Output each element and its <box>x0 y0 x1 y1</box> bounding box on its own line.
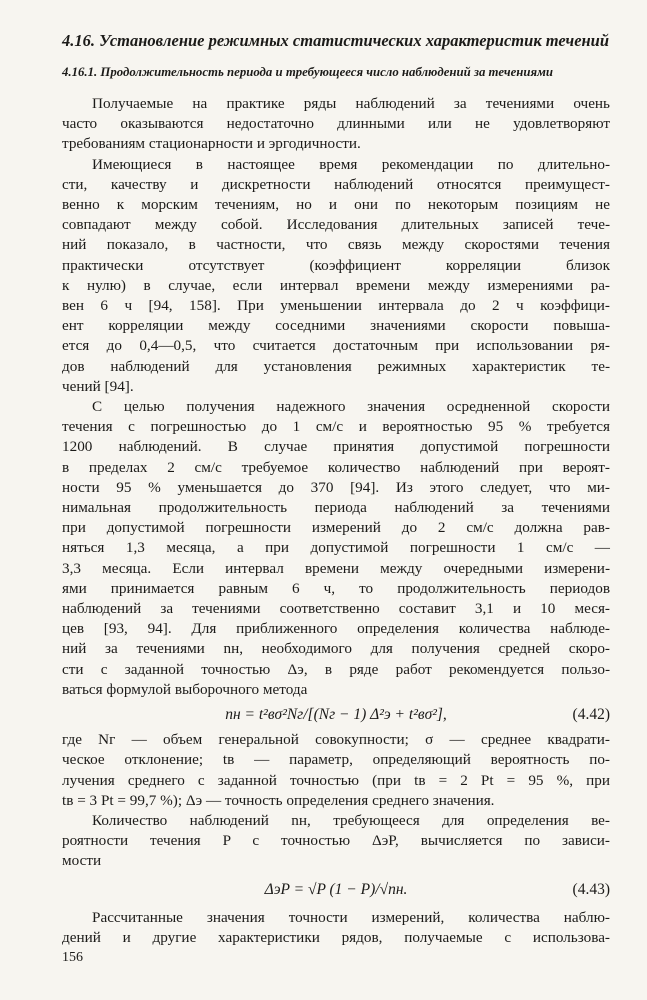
text-line: ями принимается равным 6 ч, то продолжительность периодов <box>62 579 610 597</box>
text-line: tв = 3 Pt = 99,7 %); Δэ — точность определения среднего значения. <box>62 791 495 809</box>
formula-expression: ΔэP = √P (1 − P)/√nн. <box>264 880 408 898</box>
page-content <box>62 30 610 948</box>
text-line: ется до 0,4—0,5, что считается достаточным при использовании ря- <box>62 337 610 355</box>
text-line: лучения среднего с заданной точностью (при tв = 2 Pt = 95 %, при <box>62 771 610 789</box>
formula-4-42 <box>62 700 610 730</box>
paragraph-2 <box>62 155 610 397</box>
text-line: няться 1,3 месяца, а при допустимой погрешности 1 см/с — <box>62 539 610 557</box>
text-line: чений [94]. <box>62 377 134 395</box>
text-line: роятности течения P с точностью ΔэP, вычисляется по зависи- <box>62 832 610 850</box>
paragraph-definitions <box>62 730 610 811</box>
text-line: венно к морским течениям, но и они по некоторым позициям не <box>62 196 610 214</box>
text-line: Рассчитанные значения точности измерений, количества наблю- <box>92 908 610 926</box>
paragraph-5 <box>62 908 610 948</box>
text-line: цев [93, 94]. Для приближенного определения количества наблюде- <box>62 620 610 638</box>
text-line: к нулю) в случае, если интервал времени между измерениями ра- <box>62 276 610 294</box>
text-line: при допустимой погрешности измерений до 2 см/с должна рав- <box>62 519 610 537</box>
text-line: Имеющиеся в настоящее время рекомендации по длительно- <box>92 155 610 173</box>
body-text <box>62 94 610 948</box>
page-number: 156 <box>62 950 83 965</box>
section-title: 4.16. Установление режимных статистических характеристик течений <box>62 31 610 50</box>
text-line: часто оказываются недостаточно длинными или не удовлетворяют <box>62 115 610 133</box>
text-line: нимальная продолжительность периода наблюдений за течениями <box>62 499 610 517</box>
text-line: вен 6 ч [94, 158]. При уменьшении интервала до 2 ч коэффици- <box>62 297 610 315</box>
text-line: Количество наблюдений nн, требующееся для определения ве- <box>92 811 610 829</box>
text-line: С целью получения надежного значения осредненной скорости <box>92 398 610 416</box>
text-line: дений и другие характеристики рядов, получаемые с использова- <box>62 928 610 946</box>
text-line: сти с заданной точностью Δэ, в ряде работ рекомендуется пользо- <box>62 660 610 678</box>
text-line: наблюдений за течениями соответственно составит 3,1 и 10 меся- <box>62 600 610 618</box>
text-line: течения с погрешностью до 1 см/с и вероятностью 95 % требуется <box>62 418 610 436</box>
text-line: ний показало, в частности, что связь между скоростями течения <box>62 236 610 254</box>
paragraph-3 <box>62 397 610 700</box>
text-line: совпадают между собой. Исследования длительных записей тече- <box>62 216 610 234</box>
formula-expression: nн = t²вσ²Nг/[(Nг − 1) Δ²э + t²вσ²], <box>225 706 447 724</box>
text-line: где Nг — объем генеральной совокупности; σ — среднее квадрати- <box>62 731 610 749</box>
text-line: ческое отклонение; tв — параметр, определяющий вероятность по- <box>62 751 610 769</box>
text-line: 1200 наблюдений. В случае принятия допустимой погрешности <box>62 438 610 456</box>
text-line: дов наблюдений для установления режимных характеристик те- <box>62 357 610 375</box>
text-line: практически отсутствует (коэффициент корреляции близок <box>62 256 610 274</box>
text-line: в пределах 2 см/с требуемое количество наблюдений при вероят- <box>62 458 610 476</box>
text-line: мости <box>62 852 102 870</box>
formula-number: (4.42) <box>572 706 610 724</box>
paragraph-1 <box>62 94 610 155</box>
formula-number: (4.43) <box>572 880 610 898</box>
text-line: ваться формулой выборочного метода <box>62 680 308 698</box>
subsection-title: 4.16.1. Продолжительность периода и требующееся число наблюдений за течениями <box>62 65 553 79</box>
text-line: ности 95 % уменьшается до 370 [94]. Из этого следует, что ми- <box>62 478 610 496</box>
text-line: сти, качеству и дискретности наблюдений относятся преимущест- <box>62 175 610 193</box>
text-line: 3,3 месяца. Если интервал времени между очередными измерени- <box>62 559 610 577</box>
text-line: требованиям стационарности и эргодичности. <box>62 135 361 153</box>
formula-4-43 <box>62 872 610 908</box>
paragraph-4 <box>62 811 610 872</box>
text-line: Получаемые на практике ряды наблюдений за течениями очень <box>92 95 610 112</box>
text-line: ент корреляции между соседними значениями скорости повыша- <box>62 317 610 335</box>
text-line: ний за течениями nн, необходимого для получения средней скоро- <box>62 640 610 658</box>
